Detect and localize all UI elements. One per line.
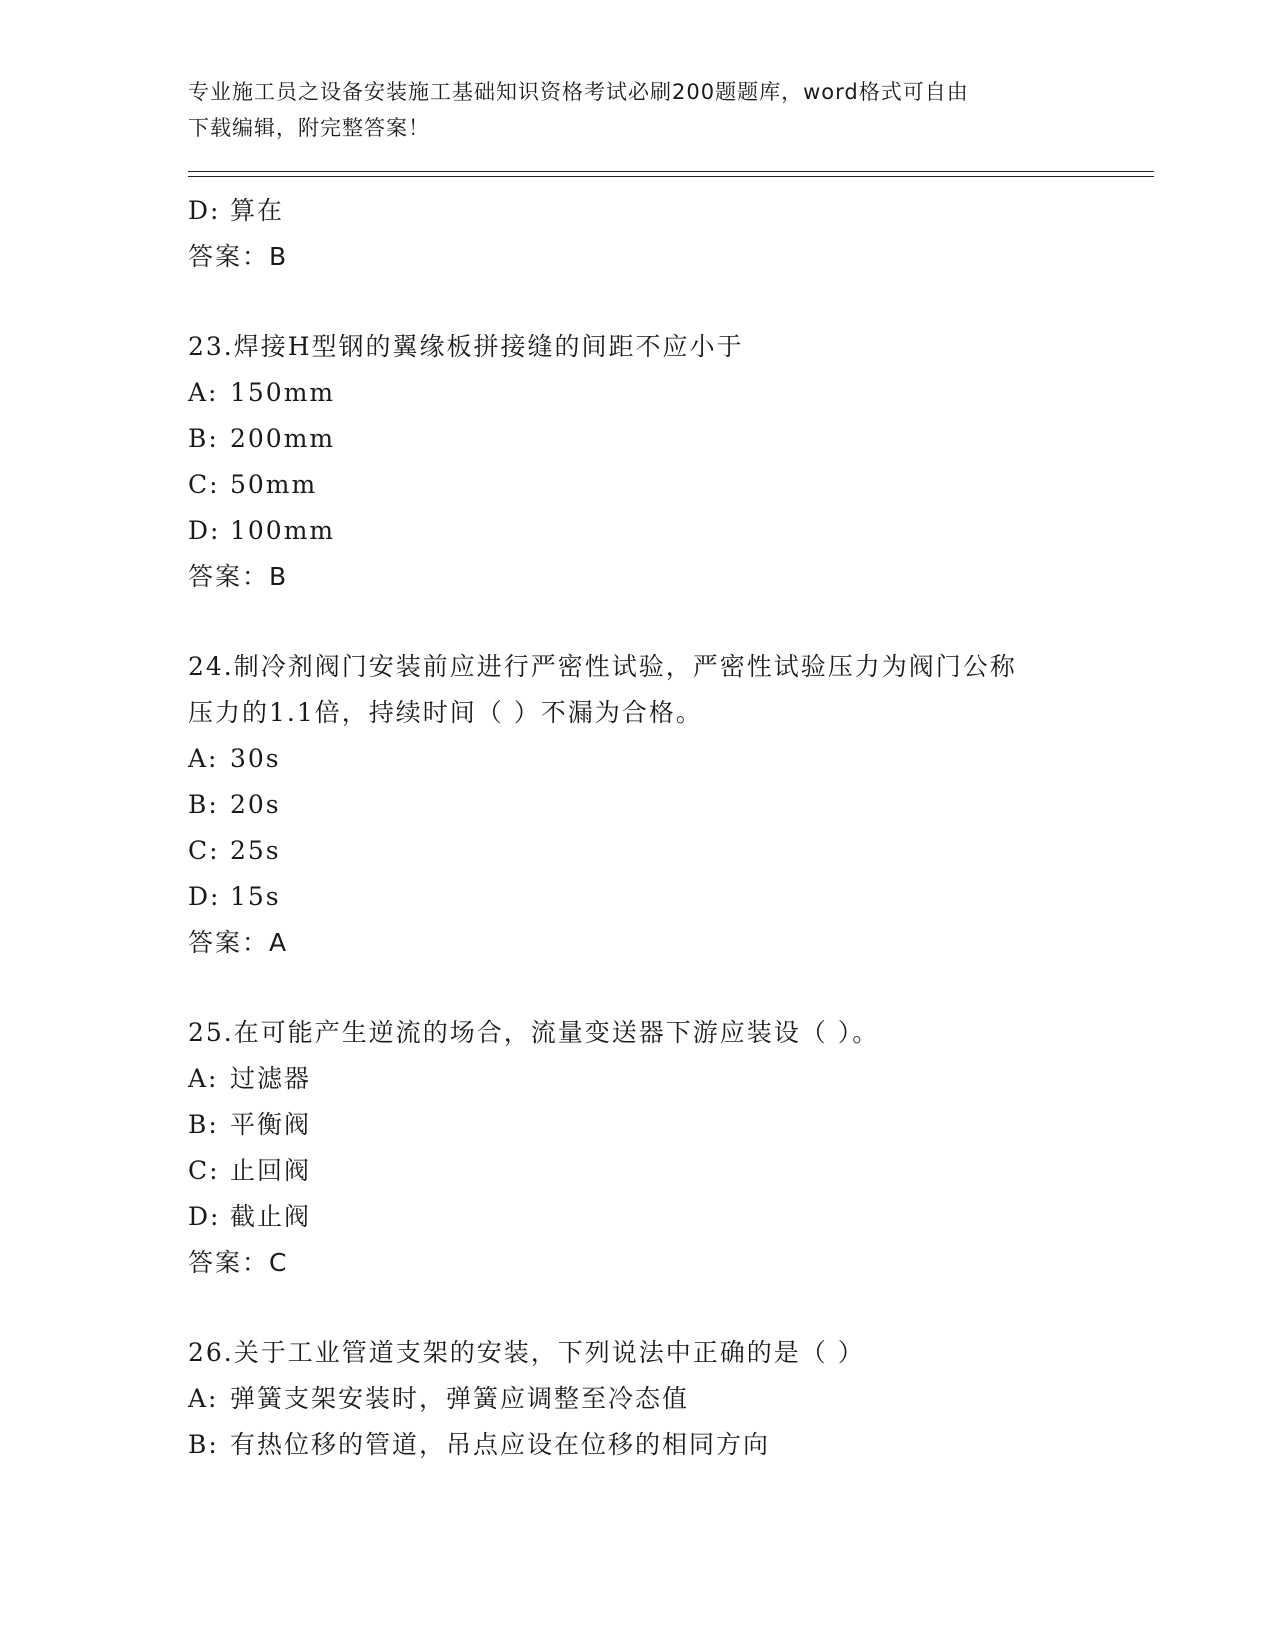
question-title-line-2: 压力的1.1倍，持续时间（ ）不漏为合格。 bbox=[188, 698, 703, 727]
option-d: D: 截止阀 bbox=[188, 1202, 312, 1231]
answer: 答案：C bbox=[188, 1248, 289, 1277]
answer: 答案：B bbox=[188, 242, 289, 271]
question-title-line-1: 24.制冷剂阀门安装前应进行严密性试验，严密性试验压力为阀门公称 bbox=[188, 652, 1017, 681]
header-line-1: 专业施工员之设备安装施工基础知识资格考试必刷200题题库，word格式可自由 bbox=[188, 80, 969, 104]
option-b: B: 20s bbox=[188, 790, 281, 819]
option-b: B: 200mm bbox=[188, 424, 336, 453]
question-title: 25.在可能产生逆流的场合，流量变送器下游应装设（ ）。 bbox=[188, 1018, 880, 1047]
question-24 bbox=[188, 644, 1088, 966]
question-list bbox=[188, 188, 1088, 1468]
option-a: A: 弹簧支架安装时，弹簧应调整至冷态值 bbox=[188, 1384, 690, 1413]
option-b: B: 有热位移的管道，吊点应设在位移的相同方向 bbox=[188, 1430, 771, 1459]
question-25 bbox=[188, 1010, 1088, 1286]
option-a: A: 30s bbox=[188, 744, 281, 773]
option-c: C: 50mm bbox=[188, 470, 318, 499]
answer: 答案：B bbox=[188, 562, 289, 591]
option-b: B: 平衡阀 bbox=[188, 1110, 312, 1139]
option-c: C: 止回阀 bbox=[188, 1156, 312, 1185]
question-23 bbox=[188, 324, 1088, 600]
option-a: A: 150mm bbox=[188, 378, 336, 407]
answer: 答案：A bbox=[188, 928, 289, 957]
option-a: A: 过滤器 bbox=[188, 1064, 312, 1093]
header-rule-top bbox=[188, 171, 1154, 172]
question-26 bbox=[188, 1330, 1088, 1468]
document-header bbox=[188, 74, 1088, 146]
question-title: 26.关于工业管道支架的安装，下列说法中正确的是（ ） bbox=[188, 1338, 865, 1367]
option-d: D: 15s bbox=[188, 882, 281, 911]
option-d: D: 100mm bbox=[188, 516, 336, 545]
option-d: D: 算在 bbox=[188, 196, 285, 225]
header-line-2: 下载编辑，附完整答案！ bbox=[188, 116, 430, 140]
header-rule-bottom bbox=[188, 176, 1154, 177]
option-c: C: 25s bbox=[188, 836, 281, 865]
question-title: 23.焊接H型钢的翼缘板拼接缝的间距不应小于 bbox=[188, 332, 744, 361]
